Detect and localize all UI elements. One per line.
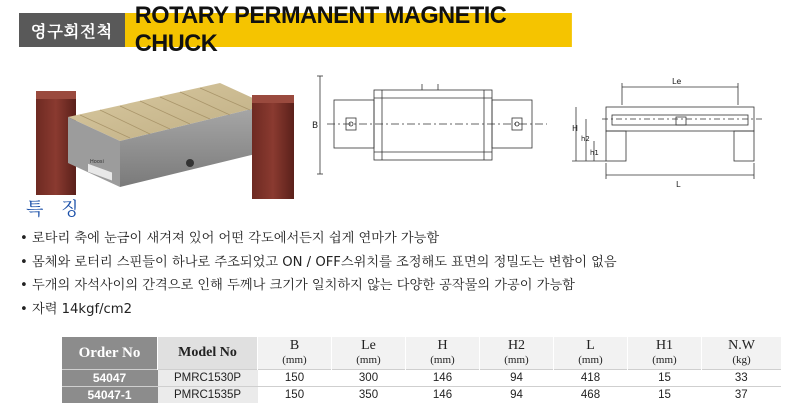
dim-le-label: Le (672, 77, 682, 86)
feature-item: • 두개의 자석사이의 간격으로 인해 두께나 크기가 일치하지 않는 다양한 공작물의 가공이 가능함 (20, 274, 617, 298)
cell-l: 468 (554, 387, 628, 404)
col-nw: N.W (kg) (702, 337, 782, 370)
top-view-drawing (312, 70, 562, 180)
side-view-drawing (572, 75, 782, 195)
feature-item: • 몸체와 로터리 스핀들이 하나로 주조되었고 ON / OFF스위치를 조정해도 표면의 정밀도는 변함이 없음 (20, 251, 617, 275)
col-model-no: Model No (158, 337, 258, 370)
cell-h2: 94 (480, 387, 554, 404)
col-h1: H1 (mm) (628, 337, 702, 370)
cell-h2: 94 (480, 370, 554, 387)
cell-h: 146 (406, 387, 480, 404)
cell-l: 418 (554, 370, 628, 387)
cell-nw: 37 (702, 387, 782, 404)
col-h: H (mm) (406, 337, 480, 370)
col-h2: H2 (mm) (480, 337, 554, 370)
features-list (20, 227, 617, 321)
product-photo (20, 55, 300, 205)
table-row (62, 370, 782, 387)
col-l: L (mm) (554, 337, 628, 370)
table-header-row (62, 337, 782, 370)
title-banner (19, 2, 581, 57)
switch-hole (186, 159, 194, 167)
feature-item: • 로타리 축에 눈금이 새겨져 있어 어떤 각도에서든지 쉽게 연마가 가능함 (20, 227, 617, 251)
cell-le: 350 (332, 387, 406, 404)
category-tag: 영구회전척 (19, 13, 125, 47)
col-order-no: Order No (62, 337, 158, 370)
dim-h1-label: h1 (590, 149, 599, 157)
feature-item: • 자력 14kgf/cm2 (20, 298, 617, 322)
cell-order: 54047-1 (62, 387, 158, 404)
cell-le: 300 (332, 370, 406, 387)
dim-b-label: B (312, 121, 319, 131)
cell-model: PMRC1535P (158, 387, 258, 404)
col-le: Le (mm) (332, 337, 406, 370)
cell-b: 150 (258, 387, 332, 404)
cell-h: 146 (406, 370, 480, 387)
cell-h1: 15 (628, 387, 702, 404)
col-b: B (mm) (258, 337, 332, 370)
features-title: 특 징 (26, 199, 85, 220)
table-row (62, 387, 782, 404)
cell-order: 54047 (62, 370, 158, 387)
dim-h-label: H (572, 124, 579, 133)
page-title: ROTARY PERMANENT MAGNETIC CHUCK (125, 13, 572, 47)
dim-h2-label: h2 (581, 135, 590, 143)
nameplate-text: Hoosi (90, 159, 104, 165)
cell-b: 150 (258, 370, 332, 387)
right-support-block (252, 99, 294, 199)
cell-h1: 15 (628, 370, 702, 387)
dim-l-label: L (676, 180, 681, 189)
cell-nw: 33 (702, 370, 782, 387)
spec-table (61, 337, 781, 403)
cell-model: PMRC1530P (158, 370, 258, 387)
